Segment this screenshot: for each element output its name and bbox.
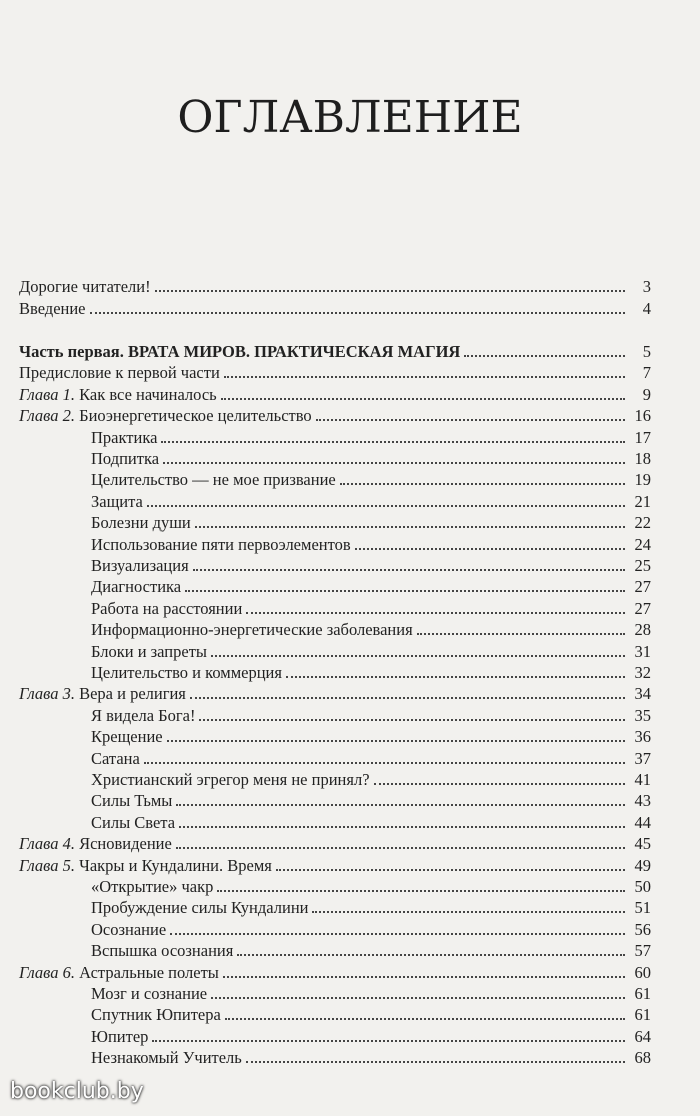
dot-leader: [225, 1004, 625, 1020]
toc-page-number: 27: [634, 577, 651, 597]
toc-entry: [19, 448, 651, 470]
toc-entry-title: Диагностика: [91, 577, 182, 597]
toc-entry: [19, 855, 651, 877]
toc-entry: [19, 469, 651, 491]
dot-leader: [176, 833, 625, 849]
dot-leader: [190, 683, 625, 699]
toc-entry-title: Информационно-энергетические заболевания: [91, 620, 413, 640]
toc-page-number: 36: [634, 727, 651, 747]
toc-entry: [19, 298, 651, 320]
toc-entry-title: Предисловие к первой части: [19, 363, 220, 383]
toc-entry: [19, 790, 651, 812]
chapter-number: Глава 5.: [19, 855, 80, 875]
toc-entry: [19, 1047, 651, 1069]
toc-entry-title: Вспышка осознания: [91, 941, 234, 961]
toc-page-number: 37: [634, 748, 651, 768]
toc-entry-title: Целительство — не мое призвание: [91, 470, 336, 490]
toc-entry: [19, 897, 651, 919]
toc-entry-title: Осознание: [91, 919, 167, 939]
toc-entry-title: Мозг и сознание: [91, 984, 208, 1003]
dot-leader: [417, 619, 625, 635]
toc-entry: [19, 405, 651, 427]
dot-leader: [161, 427, 625, 443]
dot-leader: [152, 1026, 625, 1042]
toc-entry: [19, 491, 651, 513]
toc-entry-title: Биоэнергетическое целительство: [79, 406, 312, 426]
chapter-number: Глава 2.: [19, 406, 80, 426]
dot-leader: [355, 534, 625, 550]
dot-leader: [193, 555, 625, 571]
dot-leader: [312, 897, 625, 913]
toc-page-number: 44: [634, 812, 651, 832]
chapter-number: Глава 4.: [19, 834, 80, 854]
toc-entry-title: Сатана: [91, 748, 140, 768]
toc-entry-title: Защита: [91, 491, 143, 511]
chapter-number: Глава 1.: [19, 384, 80, 404]
dot-leader: [144, 748, 625, 764]
toc-entry: [19, 512, 651, 534]
toc-entry-title: Ясновидение: [79, 834, 172, 854]
toc-entry: [19, 705, 651, 727]
dot-leader: [223, 962, 625, 978]
toc-entry-title: Работа на расстоянии: [91, 598, 243, 618]
toc-entry: [19, 341, 651, 363]
toc-entry: [19, 983, 651, 1005]
toc-entry-title: Крещение: [91, 727, 163, 747]
toc-page-number: 60: [634, 962, 651, 982]
toc-page-number: 21: [634, 491, 651, 511]
toc-entry: [19, 362, 651, 384]
dot-leader: [237, 940, 625, 956]
dot-leader: [286, 662, 625, 678]
toc-page-number: 49: [634, 855, 651, 875]
dot-leader: [185, 576, 625, 592]
toc-entry-title: Силы Света: [91, 812, 176, 832]
dot-leader: [276, 855, 625, 871]
dot-leader: [155, 276, 625, 292]
toc-entry: [19, 384, 651, 406]
chapter-number: Глава 6.: [19, 962, 80, 982]
toc-entry-title: Как все начиналось: [79, 384, 217, 404]
toc-page-number: 16: [634, 406, 651, 426]
toc-entry: [19, 555, 651, 577]
dot-leader: [170, 919, 625, 935]
toc-page-number: 32: [634, 663, 651, 682]
dot-leader: [464, 341, 625, 357]
toc-entry-title: Практика: [91, 427, 158, 447]
dot-leader: [195, 512, 625, 528]
dot-leader: [224, 362, 625, 378]
toc-entry: [19, 662, 651, 684]
toc-entry-title: Болезни души: [91, 513, 191, 533]
watermark: bookclub.by: [10, 1079, 144, 1104]
toc-page-number: 56: [634, 919, 651, 939]
dot-leader: [90, 298, 625, 314]
toc-entry-title: Дорогие читатели!: [19, 277, 151, 296]
toc-entry: [19, 769, 651, 791]
toc-page-number: 61: [634, 984, 651, 1003]
toc-page-number: 27: [634, 598, 651, 618]
toc-entry-title: Вера и религия: [79, 684, 186, 704]
toc-page-number: 17: [634, 427, 651, 447]
toc-entry: [19, 940, 651, 962]
toc-page-number: 41: [634, 770, 651, 789]
toc-entry: [19, 812, 651, 834]
toc-entry-title: Юпитер: [91, 1026, 149, 1046]
chapter-number: Глава 3.: [19, 684, 80, 704]
toc-entry: [19, 576, 651, 598]
toc-page-number: 28: [634, 620, 651, 640]
toc-entry-title: Я видела Бога!: [91, 705, 196, 725]
toc-entry-title: Христианский эгрегор меня не принял?: [91, 770, 370, 789]
toc-entry: [19, 598, 651, 620]
dot-leader: [167, 726, 625, 742]
toc-page-number: 61: [634, 1005, 651, 1025]
dot-leader: [246, 598, 625, 614]
toc-page-number: 43: [634, 791, 651, 811]
toc-entry: [19, 748, 651, 770]
dot-leader: [179, 812, 625, 828]
toc-page-number: 57: [634, 941, 651, 961]
toc-entry: [19, 1004, 651, 1026]
dot-leader: [374, 769, 625, 785]
dot-leader: [163, 448, 625, 464]
dot-leader: [316, 405, 625, 421]
toc-entry-title: Пробуждение силы Кундалини: [91, 898, 309, 918]
dot-leader: [217, 876, 625, 892]
toc-entry: [19, 962, 651, 984]
toc-page-number: 5: [642, 342, 651, 361]
toc-entry: [19, 1026, 651, 1048]
toc-entry: [19, 534, 651, 556]
toc-entry: [19, 683, 651, 705]
dot-leader: [211, 983, 625, 999]
toc-page-number: 68: [634, 1048, 651, 1068]
dot-leader: [147, 491, 625, 507]
toc-entry: [19, 427, 651, 449]
toc-page-number: 34: [634, 684, 651, 704]
toc-page-number: 18: [634, 449, 651, 468]
dot-leader: [199, 705, 625, 721]
toc-entry: [19, 876, 651, 898]
toc-entry: [19, 833, 651, 855]
dot-leader: [340, 469, 625, 485]
toc-page-number: 35: [634, 705, 651, 725]
toc-entry: [19, 919, 651, 941]
toc-page-number: 64: [634, 1026, 651, 1046]
toc-page-number: 3: [642, 277, 651, 296]
toc-entry-title: Использование пяти первоэлементов: [91, 534, 351, 554]
toc-page-number: 50: [634, 877, 651, 896]
toc-page-number: 25: [634, 556, 651, 575]
toc-entry-title: Астральные полеты: [79, 962, 219, 982]
toc-entry-title: Введение: [19, 299, 86, 318]
toc-entry: [19, 619, 651, 641]
toc-entry-title: Часть первая. ВРАТА МИРОВ. ПРАКТИЧЕСКАЯ МАГИЯ: [19, 342, 461, 361]
toc-entry-title: Чакры и Кундалини. Время: [79, 855, 272, 875]
dot-leader: [211, 641, 625, 657]
toc-page-number: 7: [642, 363, 651, 383]
toc-page-number: 51: [634, 898, 651, 918]
dot-leader: [176, 790, 625, 806]
toc-page-number: 45: [634, 834, 651, 854]
toc-entry-title: Незнакомый Учитель: [91, 1048, 242, 1068]
toc-entry-title: Блоки и запреты: [91, 641, 207, 661]
toc-entry-title: Подпитка: [91, 449, 160, 468]
toc-page-number: 22: [634, 513, 651, 533]
toc-entry-title: «Открытие» чакр: [91, 877, 214, 896]
toc-entry: [19, 276, 651, 298]
page-title: ОГЛАВЛЕНИЕ: [177, 92, 523, 143]
toc-page-number: 24: [634, 534, 651, 554]
toc-entry-title: Визуализация: [91, 556, 189, 575]
toc-page-number: 19: [634, 470, 651, 490]
toc-entry-title: Спутник Юпитера: [91, 1005, 221, 1025]
toc-entry-title: Силы Тьмы: [91, 791, 173, 811]
toc-page-number: 4: [642, 299, 651, 318]
dot-leader: [246, 1047, 625, 1063]
toc-entry-title: Целительство и коммерция: [91, 663, 282, 682]
toc-entry: [19, 726, 651, 748]
dot-leader: [221, 384, 625, 400]
toc-page-number: 31: [634, 641, 651, 661]
toc-page-number: 9: [642, 384, 651, 404]
toc-entry: [19, 641, 651, 663]
